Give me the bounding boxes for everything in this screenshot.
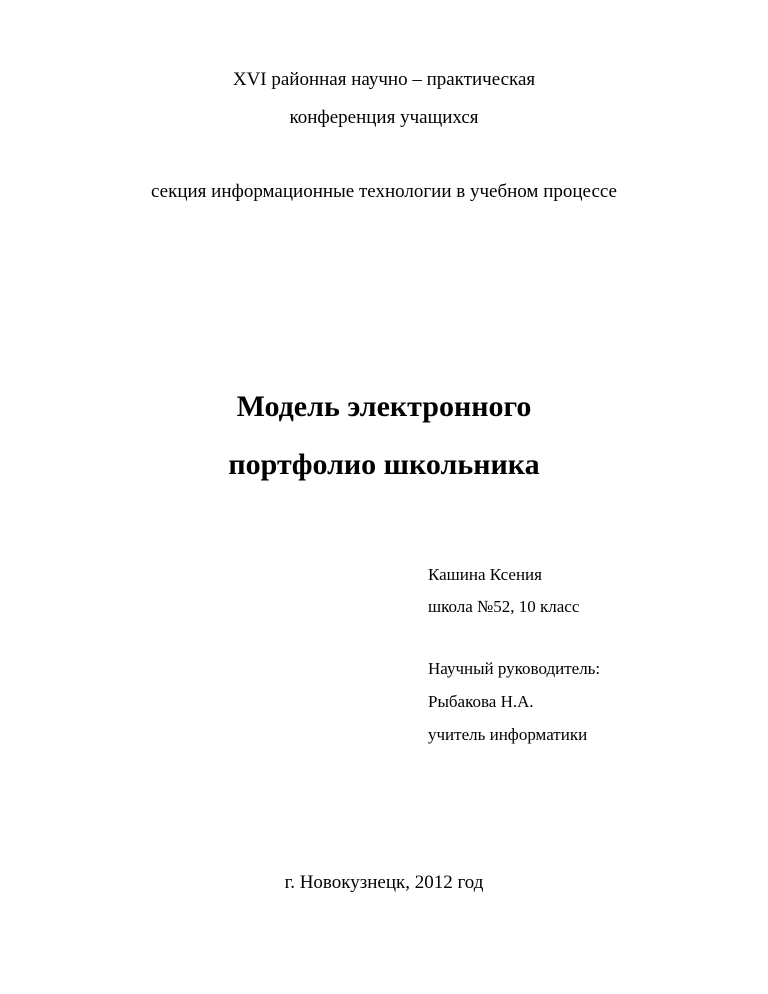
supervisor-name: Рыбакова Н.А. bbox=[428, 692, 534, 711]
title-line-2: портфолио школьника bbox=[228, 448, 540, 481]
conference-line-2: конференция учащихся bbox=[289, 107, 479, 128]
title-line-1: Модель электронного bbox=[236, 390, 532, 423]
supervisor-label: Научный руководитель: bbox=[428, 659, 601, 678]
author-name: Кашина Ксения bbox=[428, 565, 542, 584]
supervisor-position: учитель информатики bbox=[428, 725, 588, 744]
footer-city-year: г. Новокузнецк, 2012 год bbox=[284, 872, 484, 893]
section-line: секция информационные технологии в учебном процессе bbox=[151, 181, 617, 202]
conference-line-1: XVI районная научно – практическая bbox=[232, 69, 536, 90]
author-school: школа №52, 10 класс bbox=[428, 597, 580, 616]
